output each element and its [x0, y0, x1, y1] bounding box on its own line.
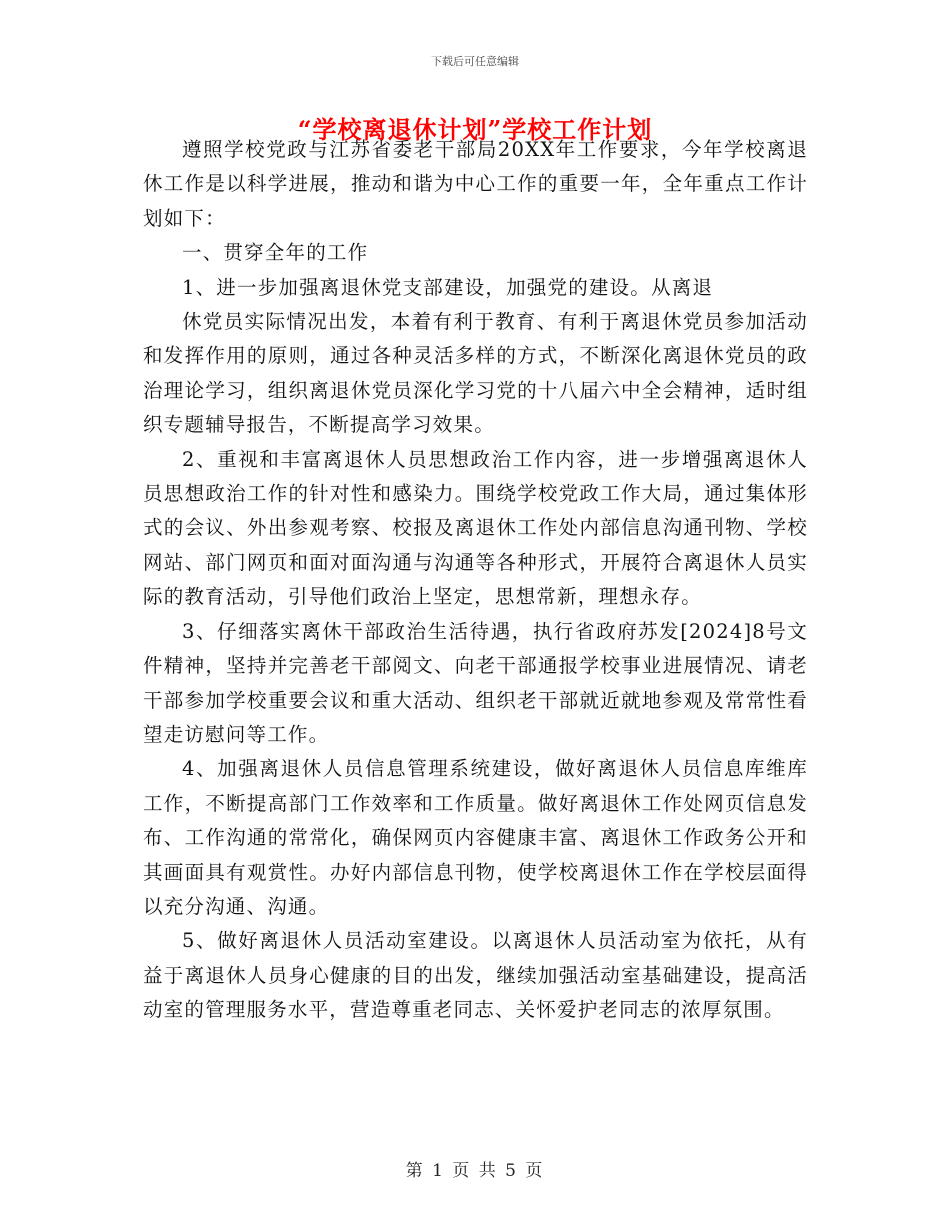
- paragraph-item-2: 2、重视和丰富离退休人员思想政治工作内容，进一步增强离退休人员思想政治工作的针对性和感染力。围绕学校党政工作大局，通过集体形式的会议、外出参观考察、校报及离退休工作处内部信息沟通刊物、学校网站、部门网页和面对面沟通与沟通等各种形式，开展符合离退休人员实际的教育活动，引导他们政治上坚定，思想常新，理想永存。: [143, 447, 808, 609]
- document-body: [143, 133, 808, 1028]
- section-heading: 一、贯穿全年的工作: [182, 241, 369, 265]
- paragraph-item-4: 4、加强离退休人员信息管理系统建设，做好离退休人员信息库维库工作，不断提高部门工作效率和工作质量。做好离退休工作处网页信息发布、工作沟通的常常化，确保网页内容健康丰富、离退休工作政务公开和其画面具有观赏性。办好内部信息刊物，使学校离退休工作在学校层面得以充分沟通、沟通。: [143, 757, 808, 918]
- page-number: 第 1 页 共 5 页: [405, 1161, 545, 1181]
- paragraph-item-3: 3、仔细落实离休干部政治生活待遇，执行省政府苏发[2024]8号文件精神，坚持并完善老干部阅文、向老干部通报学校事业进展情况、请老干部参加学校重要会议和重大活动、组织老干部就近就地参观及常常性看望走访慰问等工作。: [143, 619, 808, 746]
- header-note: 下载后可任意编辑: [431, 55, 519, 68]
- paragraph-item-1-lead: 1、进一步加强离退休党支部建设，加强党的建设。从离退: [182, 275, 714, 299]
- paragraph-item-5: 5、做好离退休人员活动室建设。以离退休人员活动室为依托，从有益于离退休人员身心健康的目的出发，继续加强活动室基础建设，提高活动室的管理服务水平，营造尊重老同志、关怀爱护老同志的浓厚氛围。: [143, 929, 808, 1022]
- document-title: “学校离退休计划”学校工作计划: [297, 115, 653, 144]
- paragraph-intro: 遵照学校党政与江苏省委老干部局20XX年工作要求，今年学校离退休工作是以科学进展，推动和谐为中心工作的重要一年，全年重点工作计划如下：: [143, 138, 808, 230]
- paragraph-item-1-body: 休党员实际情况出发，本着有利于教育、有利于离退休党员参加活动和发挥作用的原则，通过各种灵活多样的方式，不断深化离退休党员的政治理论学习，组织离退休党员深化学习党的十八届六中全会精神，适时组织专题辅导报告，不断提高学习效果。: [143, 310, 808, 437]
